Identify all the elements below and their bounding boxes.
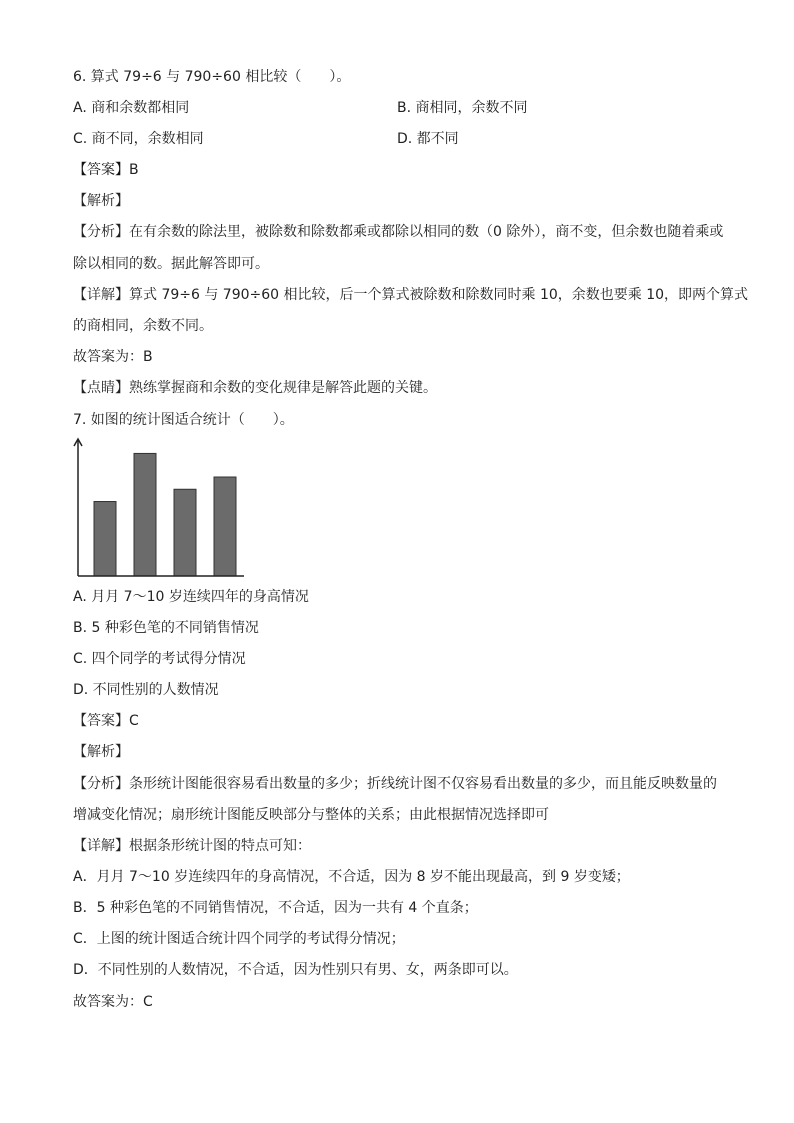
q7-answer: [73, 711, 139, 731]
q7-xiangjie-label: 【详解】: [73, 838, 129, 854]
q7-option-a: A. 月月 7～10 岁连续四年的身高情况: [73, 589, 309, 605]
q6-xiangjie-label: 【详解】: [73, 287, 129, 303]
bar-3: [174, 489, 196, 576]
q7-question: 7. 如图的统计图适合统计（ ）。: [73, 412, 294, 428]
q6-fenxi-text-1: 在有余数的除法里，被除数和除数都乘或都除以相同的数（0 除外），商不变，但余数也随着乘或: [129, 224, 724, 240]
bar-1: [94, 502, 116, 576]
q6-option-d: D. 都不同: [397, 131, 459, 147]
q7-fenxi: [73, 774, 717, 794]
q7-analysis-label: 【解析】: [73, 744, 129, 760]
q6-xiangjie-text-2: 的商相同，余数不同。: [73, 318, 213, 334]
q6-analysis-label: 【解析】: [73, 193, 129, 209]
q7-option-d: D. 不同性别的人数情况: [73, 682, 219, 698]
q6-fenxi: [73, 222, 723, 242]
q6-xiangjie: [73, 285, 748, 305]
q6-dianjing: [73, 378, 437, 398]
q7-option-c: C. 四个同学的考试得分情况: [73, 651, 246, 667]
q6-answer-label: 【答案】: [73, 162, 129, 178]
q7-conclusion: 故答案为：C: [73, 994, 153, 1010]
q7-answer-value: C: [129, 713, 139, 729]
q6-dianjing-text: 熟练掌握商和余数的变化规律是解答此题的关键。: [129, 380, 437, 396]
q7-answer-label: 【答案】: [73, 713, 129, 729]
q6-xiangjie-text-1: 算式 79÷6 与 790÷60 相比较，后一个算式被除数和除数同时乘 10，余数也要乘 10，即两个算式: [129, 287, 749, 303]
q6-answer: [73, 160, 139, 180]
q6-dianjing-label: 【点睛】: [73, 380, 129, 396]
q7-detail-c: C．上图的统计图适合统计四个同学的考试得分情况；: [73, 931, 405, 947]
bar-chart: [66, 437, 246, 582]
q7-fenxi-label: 【分析】: [73, 776, 129, 792]
q7-fenxi-text-1: 条形统计图能很容易看出数量的多少；折线统计图不仅容易看出数量的多少，而且能反映数量的: [129, 776, 717, 792]
q6-option-a: A. 商和余数都相同: [73, 100, 190, 116]
q7-detail-a: A．月月 7～10 岁连续四年的身高情况，不合适，因为 8 岁不能出现最高，到 9 岁变矮；: [73, 869, 630, 885]
q6-option-b: B. 商相同，余数不同: [397, 100, 528, 116]
q7-xiangjie-intro: 根据条形统计图的特点可知：: [129, 838, 311, 854]
bar-4: [214, 477, 236, 576]
q7-detail-d: D．不同性别的人数情况，不合适，因为性别只有男、女，两条即可以。: [73, 962, 518, 978]
q6-conclusion: 故答案为：B: [73, 349, 153, 365]
q7-detail-b: B．5 种彩色笔的不同销售情况，不合适，因为一共有 4 个直条；: [73, 900, 478, 916]
bar-group: [94, 453, 236, 576]
q6-question: 6. 算式 79÷6 与 790÷60 相比较（ ）。: [73, 69, 351, 85]
q6-fenxi-label: 【分析】: [73, 224, 129, 240]
bar-2: [134, 453, 156, 576]
q7-fenxi-text-2: 增减变化情况；扇形统计图能反映部分与整体的关系；由此根据情况选择即可: [73, 807, 549, 823]
q6-answer-value: B: [129, 162, 139, 178]
q6-fenxi-text-2: 除以相同的数。据此解答即可。: [73, 256, 269, 272]
q6-option-c: C. 商不同，余数相同: [73, 131, 204, 147]
q7-option-b: B. 5 种彩色笔的不同销售情况: [73, 620, 259, 636]
q7-xiangjie: [73, 836, 311, 856]
